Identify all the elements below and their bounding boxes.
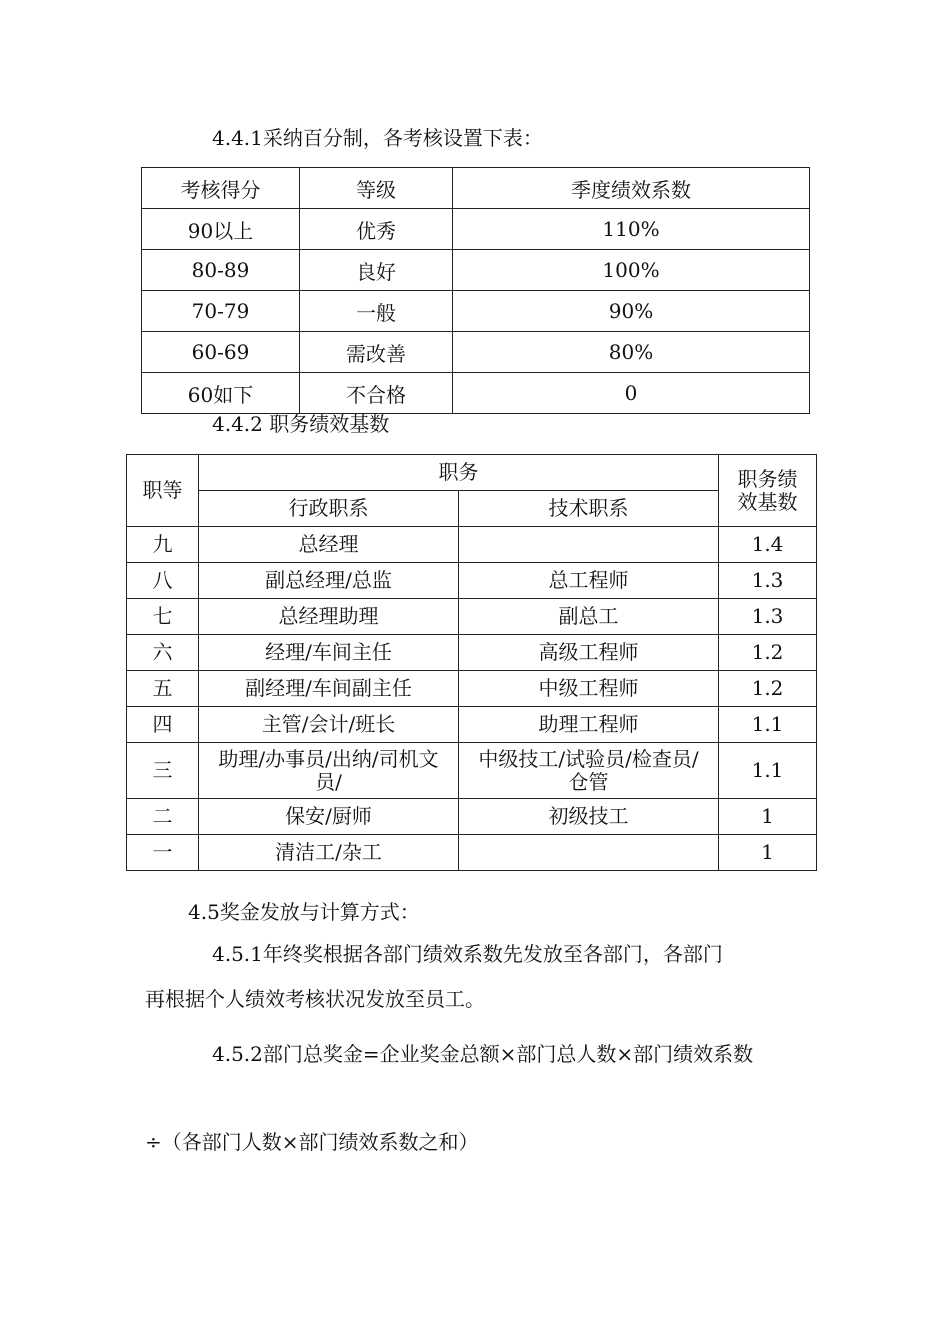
paragraph-4-5: 4.5奖金发放与计算方式： — [188, 900, 420, 924]
score-cell: 60-69 — [142, 332, 300, 373]
grade-cell: 一般 — [300, 291, 453, 332]
grade-cell: 二 — [127, 799, 199, 835]
base-cell: 1 — [719, 799, 817, 835]
header-position: 职务 — [199, 455, 719, 491]
base-cell: 1 — [719, 835, 817, 871]
paragraph-4-5-1-line1: 4.5.1年终奖根据各部门绩效系数先发放至各部门，各部门 — [212, 942, 723, 966]
header-cell: 考核得分 — [142, 168, 300, 209]
score-grade-table — [141, 167, 810, 414]
table-header-row — [127, 455, 817, 491]
table-row — [127, 671, 817, 707]
coefficient-cell: 80% — [453, 332, 810, 373]
grade-cell: 良好 — [300, 250, 453, 291]
admin-cell: 总经理 — [199, 527, 459, 563]
admin-cell: 主管/会计/班长 — [199, 707, 459, 743]
tech-cell: 初级技工 — [459, 799, 719, 835]
header-cell: 等级 — [300, 168, 453, 209]
score-cell: 90以上 — [142, 209, 300, 250]
table-row — [127, 527, 817, 563]
grade-cell: 六 — [127, 635, 199, 671]
paragraph-4-4-1: 4.4.1采纳百分制，各考核设置下表： — [212, 126, 543, 150]
tech-cell: 总工程师 — [459, 563, 719, 599]
paragraph-4-5-2-line1: 4.5.2部门总奖金=企业奖金总额×部门总人数×部门绩效系数 — [212, 1042, 754, 1066]
table-row — [142, 373, 810, 414]
table-row — [127, 799, 817, 835]
base-cell: 1.2 — [719, 635, 817, 671]
table-row — [142, 209, 810, 250]
admin-cell: 助理/办事员/出纳/司机文员/ — [199, 743, 459, 799]
base-cell: 1.1 — [719, 707, 817, 743]
coefficient-cell: 100% — [453, 250, 810, 291]
tech-cell: 中级技工/试验员/检查员/仓管 — [459, 743, 719, 799]
header-admin: 行政职系 — [199, 491, 459, 527]
paragraph-4-5-1-line2: 再根据个人绩效考核状况发放至员工。 — [145, 987, 485, 1011]
score-cell: 60如下 — [142, 373, 300, 414]
coefficient-cell: 0 — [453, 373, 810, 414]
admin-cell: 保安/厨师 — [199, 799, 459, 835]
grade-cell: 七 — [127, 599, 199, 635]
tech-cell: 高级工程师 — [459, 635, 719, 671]
table-header-row — [127, 491, 817, 527]
table-row — [127, 563, 817, 599]
coefficient-cell: 90% — [453, 291, 810, 332]
grade-cell: 三 — [127, 743, 199, 799]
grade-cell: 需改善 — [300, 332, 453, 373]
base-cell: 1.1 — [719, 743, 817, 799]
table-row — [127, 743, 817, 799]
score-cell: 70-79 — [142, 291, 300, 332]
tech-cell — [459, 835, 719, 871]
tech-cell: 中级工程师 — [459, 671, 719, 707]
base-cell: 1.2 — [719, 671, 817, 707]
admin-cell: 副总经理/总监 — [199, 563, 459, 599]
grade-cell: 一 — [127, 835, 199, 871]
table-row — [142, 291, 810, 332]
admin-cell: 经理/车间主任 — [199, 635, 459, 671]
header-base: 职务绩效基数 — [719, 455, 817, 527]
table-header-row — [142, 168, 810, 209]
table-row — [127, 707, 817, 743]
base-cell: 1.4 — [719, 527, 817, 563]
tech-cell — [459, 527, 719, 563]
admin-cell: 总经理助理 — [199, 599, 459, 635]
header-grade: 职等 — [127, 455, 199, 527]
grade-cell: 四 — [127, 707, 199, 743]
table-row — [127, 835, 817, 871]
header-tech: 技术职系 — [459, 491, 719, 527]
grade-cell: 九 — [127, 527, 199, 563]
paragraph-4-5-2-line2: ÷（各部门人数×部门绩效系数之和） — [145, 1130, 479, 1154]
position-base-table — [126, 454, 817, 871]
table-row — [127, 635, 817, 671]
tech-cell: 助理工程师 — [459, 707, 719, 743]
grade-cell: 优秀 — [300, 209, 453, 250]
table-row — [127, 599, 817, 635]
admin-cell: 清洁工/杂工 — [199, 835, 459, 871]
grade-cell: 五 — [127, 671, 199, 707]
table-row — [142, 332, 810, 373]
tech-cell: 副总工 — [459, 599, 719, 635]
paragraph-4-4-2: 4.4.2 职务绩效基数 — [212, 412, 390, 436]
grade-cell: 不合格 — [300, 373, 453, 414]
admin-cell: 副经理/车间副主任 — [199, 671, 459, 707]
grade-cell: 八 — [127, 563, 199, 599]
header-cell: 季度绩效系数 — [453, 168, 810, 209]
base-cell: 1.3 — [719, 563, 817, 599]
coefficient-cell: 110% — [453, 209, 810, 250]
score-cell: 80-89 — [142, 250, 300, 291]
table-row — [142, 250, 810, 291]
base-cell: 1.3 — [719, 599, 817, 635]
